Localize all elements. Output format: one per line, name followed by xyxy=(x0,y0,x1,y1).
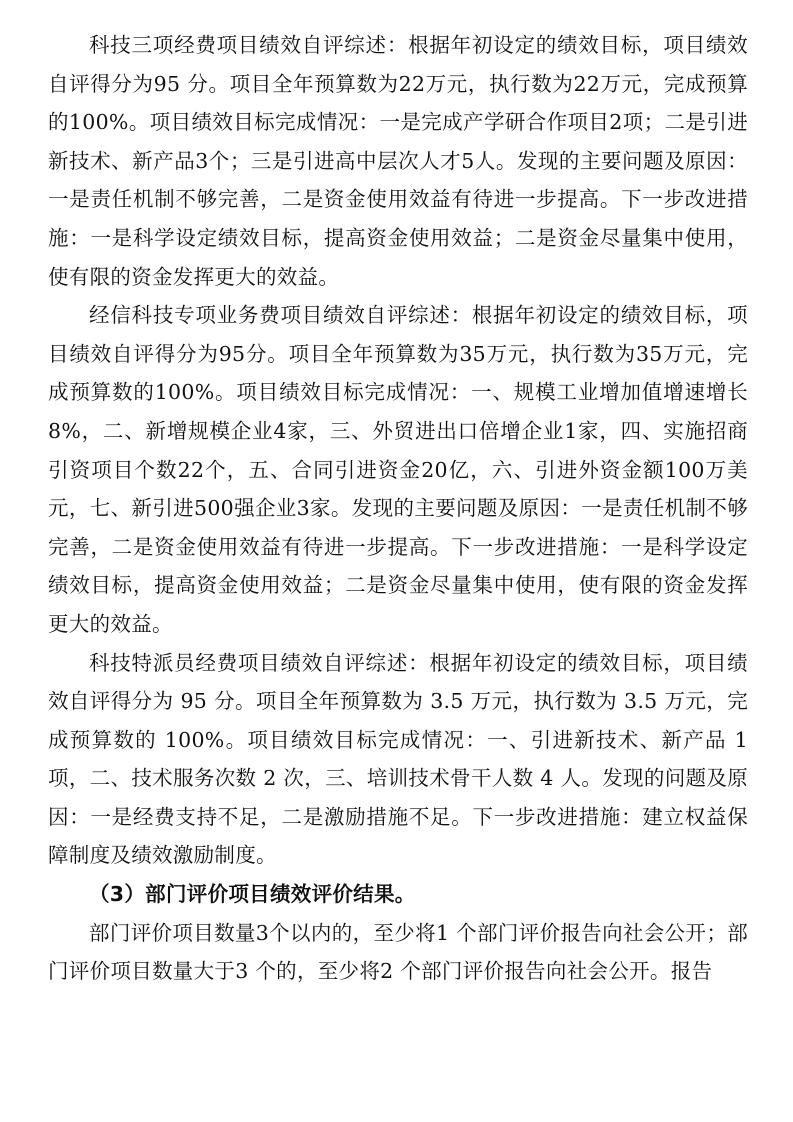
paragraph-economic-info-special: 经信科技专项业务费项目绩效自评综述：根据年初设定的绩效目标，项目绩效自评得分为95分。项目全年预算数为35万元，执行数为35万元，完成预算数的100%。项目绩效目标完成情况：一、规模工业增加值增速增长8%，二、新增规模企业4家，三、外贸进出口倍增企业1家，四、实施招商引资项目个数22个，五、合同引进资金20亿，六、引进外资金额100万美元，七、新引进500强企业3家。发现的主要问题及原因：一是责任机制不够完善，二是资金使用效益有待进一步提高。下一步改进措施：一是科学设定绩效目标，提高资金使用效益；二是资金尽量集中使用，使有限的资金发挥更大的效益。 xyxy=(48,303,748,636)
section-heading: （3）部门评价项目绩效评价结果。 xyxy=(89,882,416,907)
paragraph-department-evaluation: 部门评价项目数量3个以内的，至少将1 个部门评价报告向社会公开；部门评价项目数量大于3 个的，至少将2 个部门评价报告向社会公开。报告 xyxy=(48,920,748,984)
document-page xyxy=(48,26,748,991)
paragraph-science-three-items: 科技三项经费项目绩效自评综述：根据年初设定的绩效目标，项目绩效自评得分为95 分。项目全年预算数为22万元，执行数为22万元，完成预算的100%。项目绩效目标完成情况：一是完成产学研合作项目2项；二是引进新技术、新产品3个；三是引进高中层次人才5人。发现的主要问题及原因：一是责任机制不够完善，二是资金使用效益有待进一步提高。下一步改进措施：一是科学设定绩效目标，提高资金使用效益；二是资金尽量集中使用，使有限的资金发挥更大的效益。 xyxy=(48,33,748,289)
paragraph-special-commissioner: 科技特派员经费项目绩效自评综述：根据年初设定的绩效目标，项目绩效自评得分为 95 分。项目全年预算数为 3.5 万元，执行数为 3.5 万元，完成预算数的 100%。项目绩效目标完成情况：一、引进新技术、新产品 1 项，二、技术服务次数 2 次，三、培训技术骨干人数 4 人。发现的问题及原因：一是经费支持不足，二是激励措施不足。下一步改进措施：建立权益保障制度及绩效激励制度。 xyxy=(48,650,748,868)
